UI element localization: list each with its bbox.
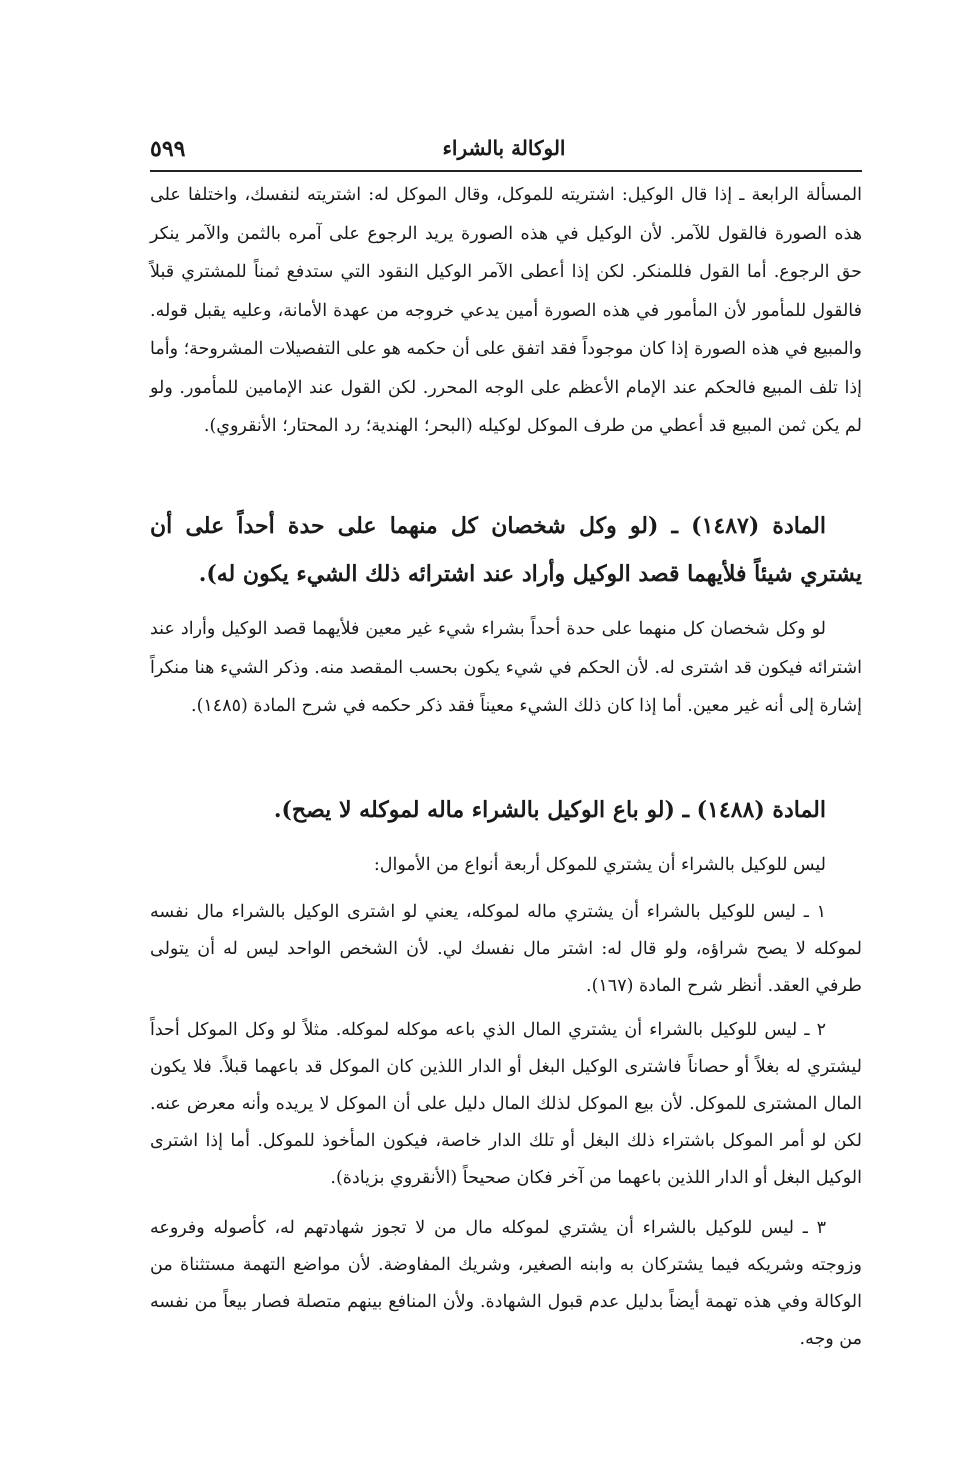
page-number: ٥٩٩ bbox=[150, 136, 186, 162]
header-divider bbox=[150, 170, 862, 172]
paragraph-fourth-issue: المسألة الرابعة ـ إذا قال الوكيل: اشتريته للموكل، وقال الموكل له: اشتريته لنفسك، واختلفا على هذه الصورة فالقول للآمر. لأن الوكيل في هذه الصورة يريد الرجوع على آمره بالثمن والآمر ينكر حق الرجوع. أما القول فللمنكر. لكن إذا أعطى الآمر الوكيل النقود التي ستدفع ثمناً للمشتري قبلاً فالقول للمأمور لأن المأمور في هذه الصورة أمين يدعي خروجه من عهدة الأمانة، وعليه يقبل قوله. والمبيع في هذه الصورة إذا كان موجوداً فقد اتفق على أن حكمه هو على التفصيلات المشروحة؛ وأما إذا تلف المبيع فالحكم عند الإمام الأعظم على الوجه المحرر. لكن القول عند الإمامين للمأمور. ولو لم يكن ثمن المبيع قد أعطي من طرف الموكل لوكيله (البحر؛ الهندية؛ رد المحتار؛ الأنقروي). bbox=[150, 185, 862, 436]
paragraph-intro-four-types: ليس للوكيل بالشراء أن يشتري للموكل أربعة أنواع من الأموال: bbox=[373, 855, 826, 875]
list-item-2: ٢ ـ ليس للوكيل بالشراء أن يشتري المال الذي باعه موكله لموكله. مثلاً لو وكل الموكل أحداً ليشتري له بغلاً أو حصاناً فاشترى الوكيل البغل أو الدار اللذين كان الموكل قد باعهما قبلاً. فلا يكون المال المشترى للموكل. لأن بيع الموكل لذلك المال دليل على أن الموكل لا يريده وأنه معرض عنه. لكن لو أمر الموكل باشتراء ذلك البغل أو تلك الدار خاصة، فيكون المأخوذ للموكل. أما إذا اشترى الوكيل البغل أو الدار اللذين باعهما من آخر فكان صحيحاً (الأنقروي بزيادة). bbox=[150, 1020, 862, 1188]
page-header bbox=[150, 136, 858, 166]
running-title: الوكالة بالشراء bbox=[442, 136, 566, 160]
list-item-1: ١ ـ ليس للوكيل بالشراء أن يشتري ماله لموكله، يعني لو اشترى الوكيل بالشراء مال نفسه لموكله لا يصح شراؤه، ولو قال له: اشتر مال نفسك لي. لأن الشخص الواحد ليس له أن يتولى طرفي العقد. أنظر شرح المادة (١٦٧). bbox=[150, 902, 862, 996]
list-item-3: ٣ ـ ليس للوكيل بالشراء أن يشتري لموكله مال من لا تجوز شهادتهم له، كأصوله وفروعه وزوجته وشريكه فيما يشتركان به وابنه الصغير، وشريك المفاوضة. لأن مواضع التهمة مستثناة من الوكالة وفي هذه تهمة أيضاً بدليل عدم قبول الشهادة. ولأن المنافع بينهم متصلة فصار بيعاً من نفسه من وجه. bbox=[150, 1218, 862, 1349]
article-1487: المادة (١٤٨٧) ـ (لو وكل شخصان كل منهما على حدة أحداً على أن يشتري شيئاً فلأيهما قصد الوكيل وأراد عند اشترائه ذلك الشيء يكون له). bbox=[150, 513, 862, 587]
article-1488: المادة (١٤٨٨) ـ (لو باع الوكيل بالشراء ماله لموكله لا يصح). bbox=[273, 797, 826, 823]
paragraph-article-1487-commentary: لو وكل شخصان كل منهما على حدة أحداً بشراء شيء غير معين فلأيهما قصد الوكيل وأراد عند اشترائه فيكون قد اشترى له. لأن الحكم في شيء يكون بحسب المقصد منه. وذكر الشيء هنا منكراً إشارة إلى أنه غير معين. أما إذا كان ذلك الشيء معيناً فقد ذكر حكمه في شرح المادة (١٤٨٥). bbox=[150, 619, 862, 716]
